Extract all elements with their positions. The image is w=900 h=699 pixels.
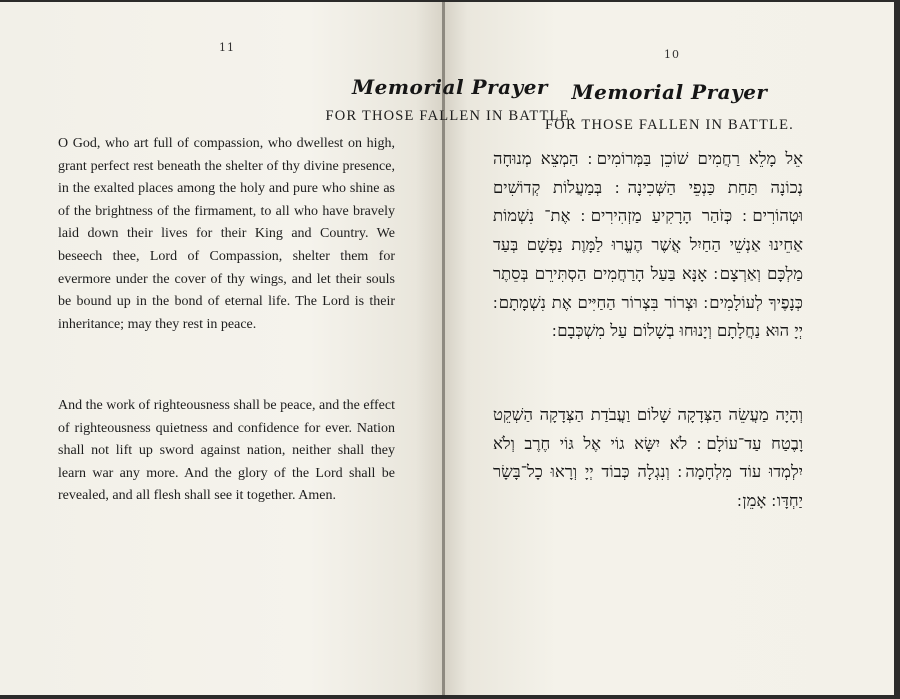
left-page-title: Memorial Prayer — [352, 75, 548, 99]
left-page-number: 11 — [219, 41, 235, 54]
english-prayer-paragraph: O God, who art full of compassion, who dwellest on high, grant perfect rest beneath the shelter of thy divine presence, in the exalted places among the holy and pure who shine as of the brightness of the firmament, to all who have bravely laid down their lives for their King and Country. We beseech thee, Lord of Compassion, shelter them for evermore under the cover of thy wings, and let their souls be bound up in the bond of eternal life. The Lord is their inheritance; may they rest in peace. — [58, 136, 395, 332]
right-page-title: Memorial Prayer — [571, 80, 768, 104]
right-page-subtitle: FOR THOSE FALLEN IN BATTLE. — [545, 117, 794, 133]
hebrew-verse-paragraph: וְהָיָה מַעֲשֵׂה הַצְּדָקָה שָׁלוֹם וַעֲבֹדַת הַצְּדָקָה הַשְׁקֵט וָבֶטַח עַד־עוֹלָם ׃ לֹא יִשָּׂא גוֹי אֶל גּוֹי חֶרֶב וְלֹא יִלְמְדוּ עוֹד מִלְחָמָה ׃ וְנִגְלָה כְּבוֹד יְיָ וְרָאוּ כָל־בָּשָׂר יַחְדָּו ׃ אָמֵן ׃ — [493, 405, 803, 511]
right-page — [445, 2, 894, 695]
hebrew-prayer-paragraph: אֵל מָלֵא רַחֲמִים שׁוֹכֵן בַּמְּרוֹמִים ׃ הַמְצֵא מְנוּחָה נְכוֹנָה תַּחַת כַּנְפֵי הַשְּׁכִינָה ׃ בְּמַעֲלוֹת קְדוֹשִׁים וּטְהוֹרִים ׃ כְּזֹהַר הָרָקִיעַ מַזְהִירִים ׃ אֶת־ נִשְׁמוֹת אַחֵינוּ אַנְשֵׁי הַחַיִל אֲשֶׁר הֶעֱרוּ לַמָּוֶת נַפְשָׁם בְּעַד מַלְכָּם וְאַרְצָם ׃ אָנָּא בַּעַל הָרַחֲמִים הַסְתִּירֵם בְּסֵתֶר כְּנָפֶיךָ לְעוֹלָמִים ׃ וּצְרוֹר בִּצְרוֹר הַחַיִּים אֶת נִשְׁמָתָם ׃ יְיָ הוּא נַחֲלָתָם וְיָנוּחוּ בְשָׁלוֹם עַל מִשְׁכְּבָם ׃ — [493, 149, 803, 341]
right-page-number: 10 — [664, 48, 680, 61]
english-verse-paragraph: And the work of righteousness shall be peace, and the effect of righteousness quietness and confidence for ever. Nation shall not lift up sword against nation, neither shall they learn war any more. And the glory of the Lord shall be revealed, and all flesh shall see it together. Amen. — [58, 398, 395, 504]
left-page — [0, 2, 443, 695]
left-page-subtitle: FOR THOSE FALLEN IN BATTLE. — [325, 108, 575, 124]
